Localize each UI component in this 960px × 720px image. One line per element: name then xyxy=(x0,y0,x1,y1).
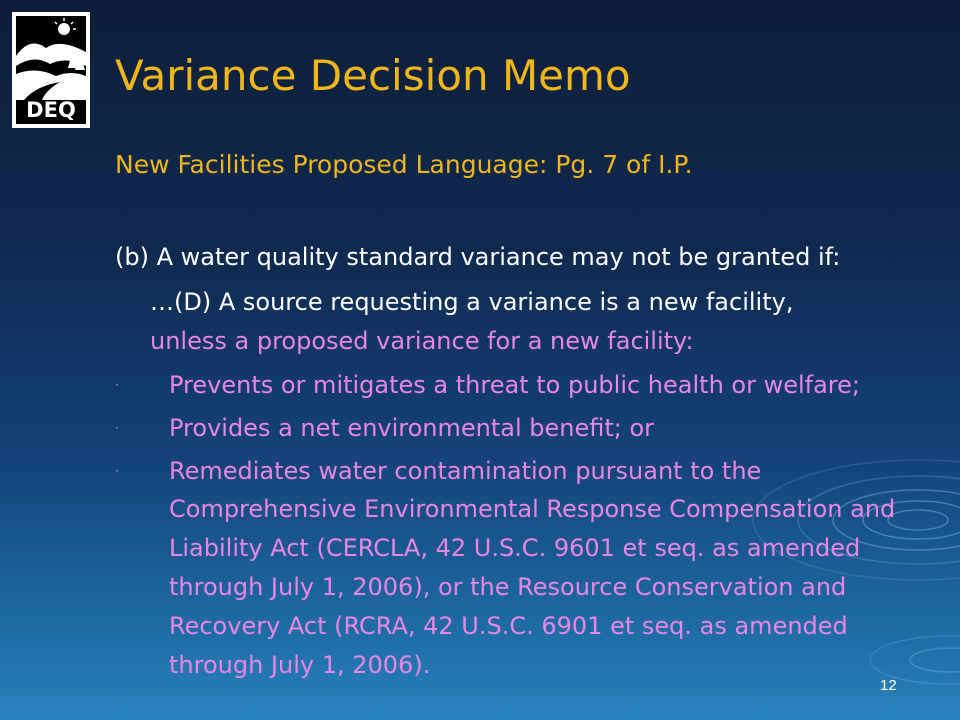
list-item-text: Prevents or mitigates a threat to public health or welfare; xyxy=(169,371,860,399)
landscape-icon xyxy=(16,16,86,100)
deq-logo xyxy=(12,12,90,128)
list-item xyxy=(110,366,910,405)
page-number: 12 xyxy=(880,677,897,694)
rule-d-line2: unless a proposed variance for a new facility: xyxy=(150,327,694,355)
slide-title: Variance Decision Memo xyxy=(115,51,631,100)
bullet-icon: · xyxy=(115,420,119,435)
list-item-text: Remediates water contamination pursuant to the Comprehensive Environmental Response Compensation and Liability Act (CERCLA, 42 U.S.C. 9601 et seq. as amended through July 1, 2006), or the Resource Conservation and Recovery Act (RCRA, 42 U.S.C. 6901 et seq. as amended through July 1, 2006). xyxy=(169,456,896,679)
logo-text: DEQ xyxy=(26,98,76,122)
rule-d-line1: …(D) A source requesting a variance is a new facility, xyxy=(150,288,794,316)
list-item-text: Provides a net environmental benefit; or xyxy=(169,413,655,442)
rule-b-text: (b) A water quality standard variance may not be granted if: xyxy=(115,243,841,271)
slide-subtitle: New Facilities Proposed Language: Pg. 7 of I.P. xyxy=(115,150,693,179)
list-item xyxy=(110,452,910,685)
rule-d-text xyxy=(150,283,793,361)
condition-list xyxy=(110,366,910,688)
bullet-icon: · xyxy=(115,463,119,478)
bullet-icon: · xyxy=(115,378,119,392)
list-item xyxy=(110,409,910,448)
